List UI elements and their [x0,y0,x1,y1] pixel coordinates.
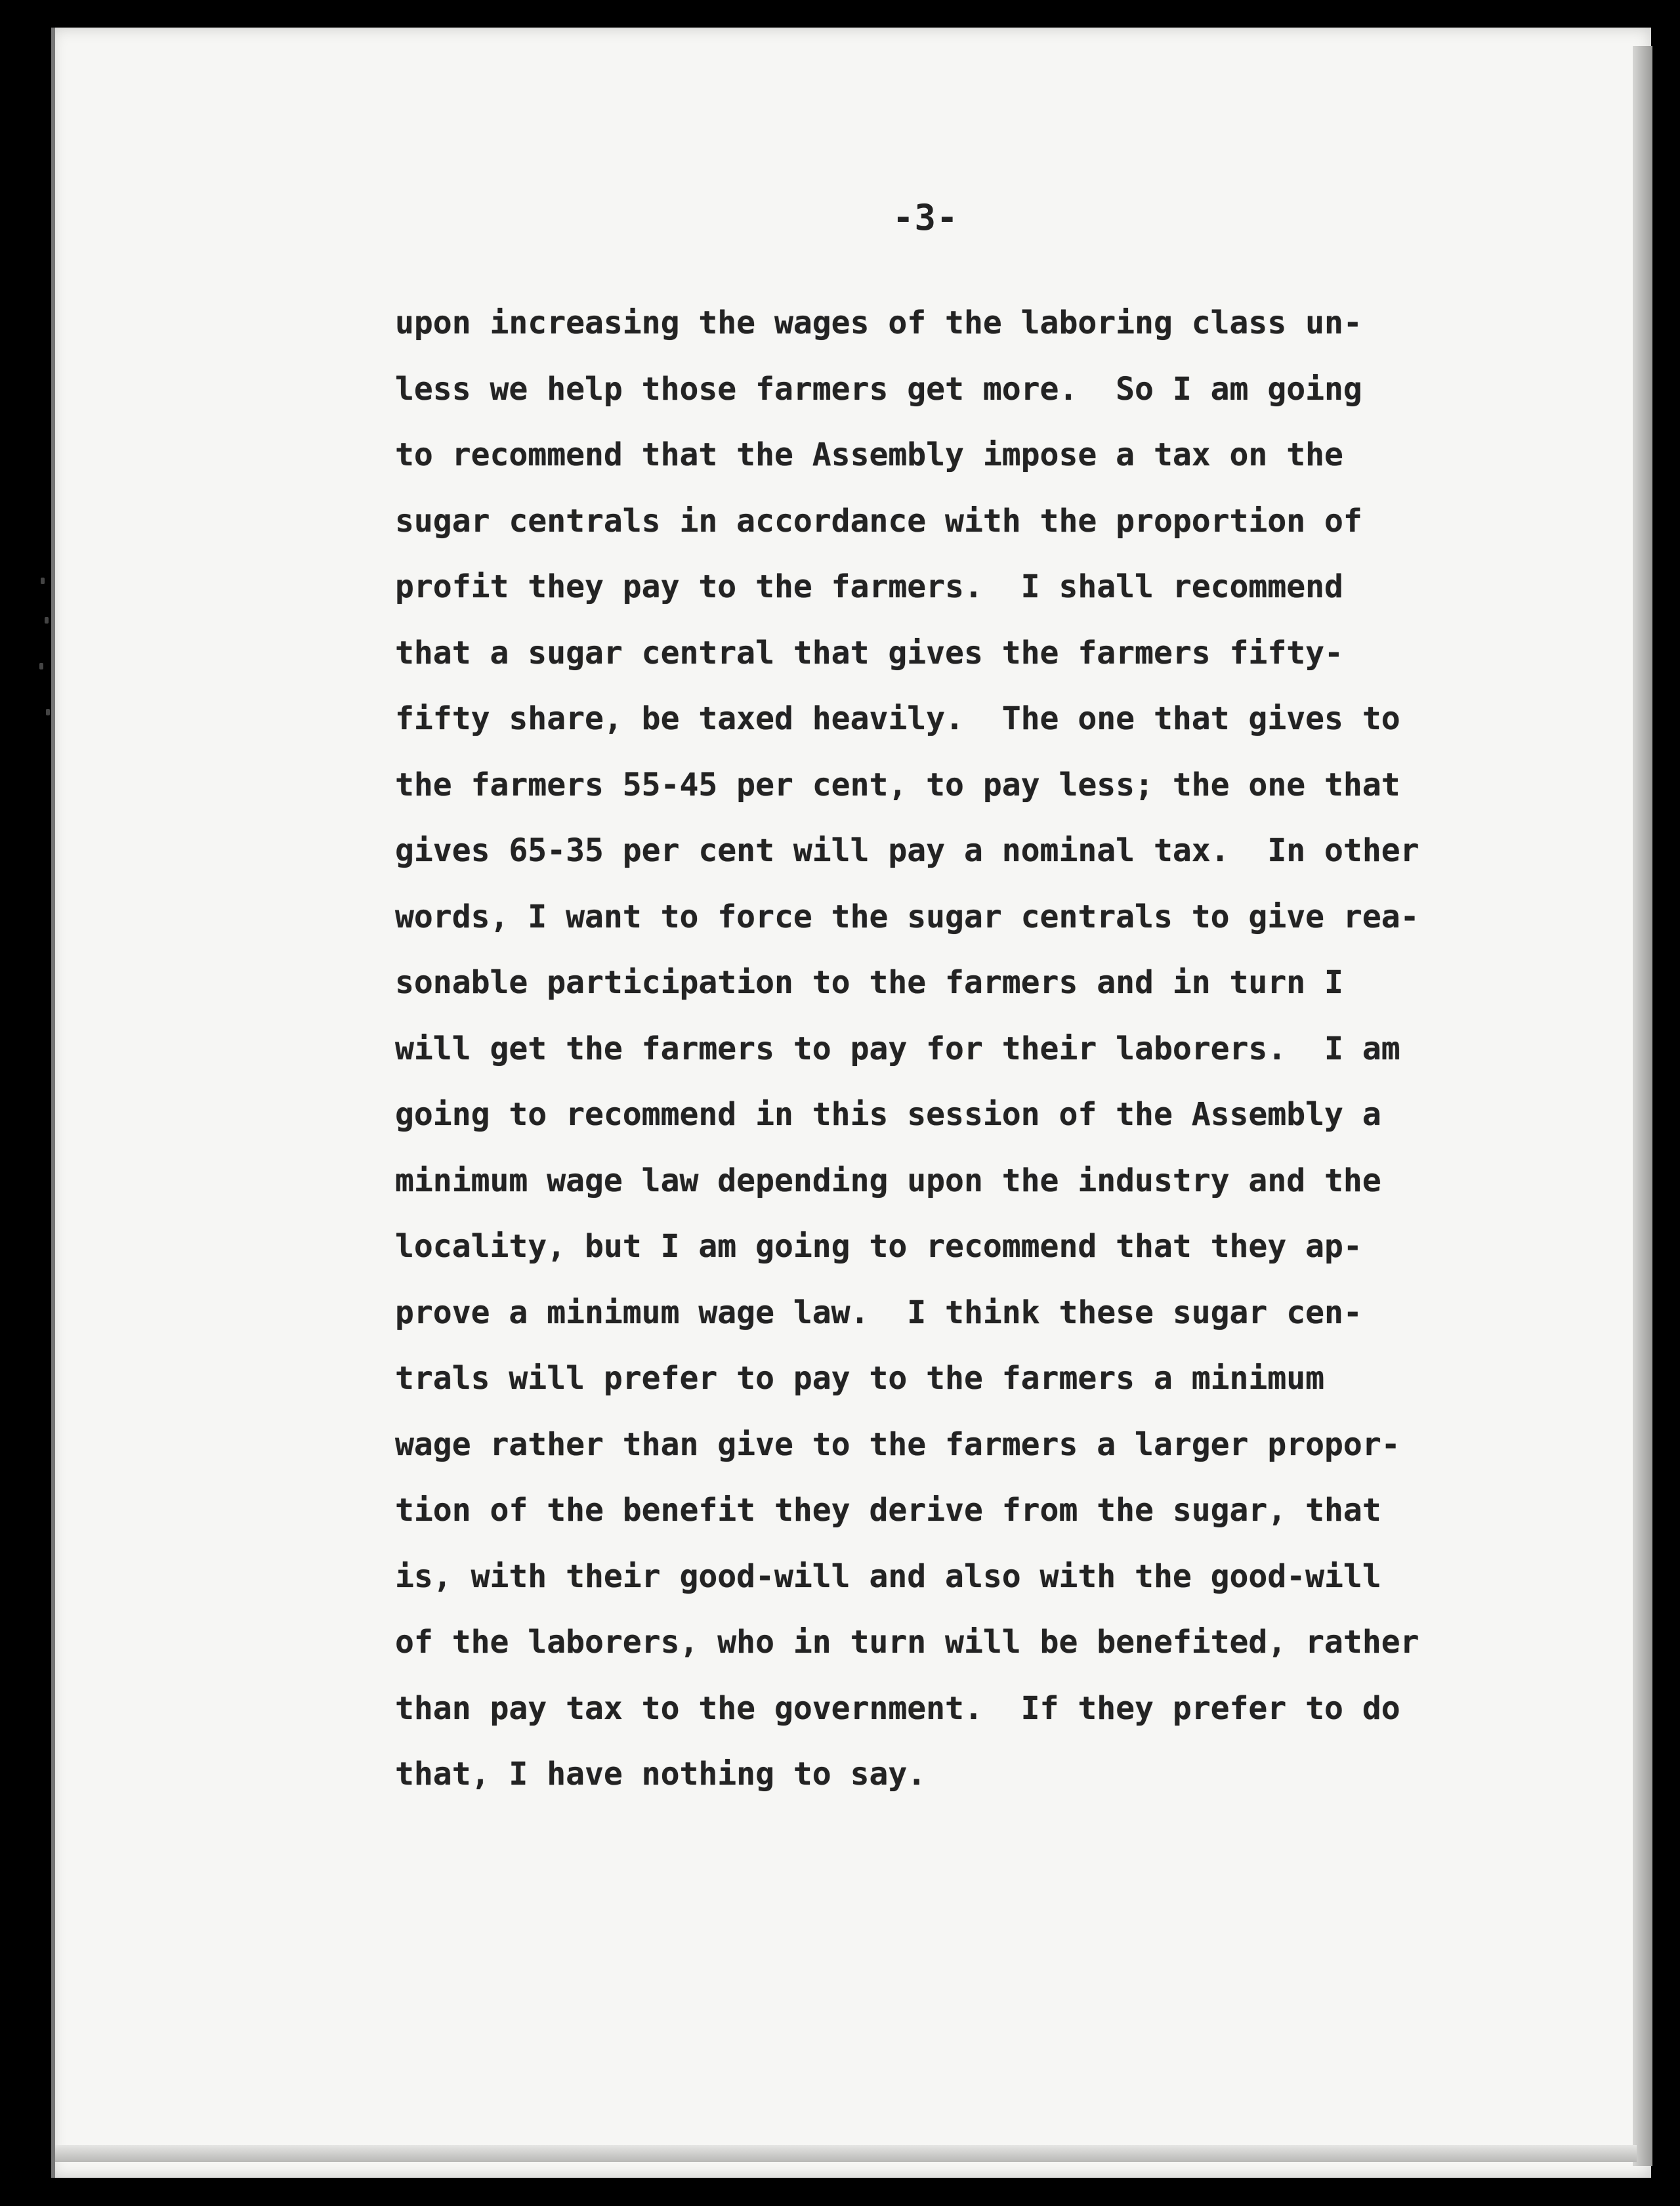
text-line: words, I want to force the sugar centrals to give rea- [395,898,1419,935]
text-line: sugar centrals in accordance with the proportion of [395,502,1362,540]
speck [41,578,45,584]
page-left-edge [51,28,55,2178]
page-bottom-edge [55,2145,1637,2162]
text-line: less we help those farmers get more. So I am going [395,370,1362,408]
text-line: the farmers 55-45 per cent, to pay less; the one that [395,766,1400,803]
text-line: will get the farmers to pay for their laborers. I am [395,1030,1400,1067]
speck [39,663,43,669]
text-line: prove a minimum wage law. I think these sugar cen- [395,1294,1362,1331]
body-text [395,290,1511,1808]
text-line: that a sugar central that gives the farmers fifty- [395,634,1343,671]
text-line: is, with their good-will and also with the good-will [395,1558,1381,1595]
speck [46,709,50,715]
text-line: profit they pay to the farmers. I shall recommend [395,568,1343,605]
text-line: tion of the benefit they derive from the sugar, that [395,1492,1381,1529]
text-line: wage rather than give to the farmers a larger propor- [395,1426,1400,1463]
page-right-edge [1633,46,1652,2166]
text-line: going to recommend in this session of the Assembly a [395,1096,1381,1133]
text-line: than pay tax to the government. If they prefer to do [395,1689,1400,1727]
text-line: of the laborers, who in turn will be benefited, rather [395,1624,1419,1661]
text-line: locality, but I am going to recommend that they ap- [395,1228,1362,1265]
margin-specks [38,578,52,748]
text-line: to recommend that the Assembly impose a tax on the [395,436,1343,473]
text-line: trals will prefer to pay to the farmers a minimum [395,1360,1325,1397]
text-line: upon increasing the wages of the laboring class un- [395,305,1362,341]
text-line: sonable participation to the farmers and in turn I [395,964,1343,1001]
text-line: that, I have nothing to say. [395,1756,927,1792]
speck [45,617,49,624]
text-line: minimum wage law depending upon the industry and the [395,1162,1381,1199]
text-line: gives 65-35 per cent will pay a nominal tax. In other [395,832,1419,869]
text-line: fifty share, be taxed heavily. The one that gives to [395,700,1400,737]
page-number: -3- [892,197,959,238]
